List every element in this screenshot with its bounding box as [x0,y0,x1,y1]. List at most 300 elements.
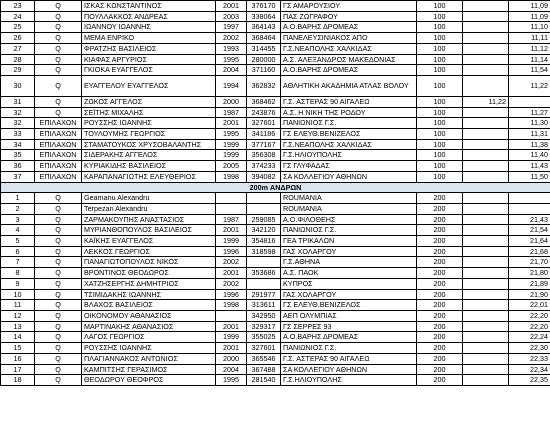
position-cell: 24 [1,11,35,22]
club-cell: Γ.Σ.ΑΘΗΝΑ [281,257,417,268]
qualification-cell: ΕΠΙΛΑΧΩΝ [35,118,82,129]
time-cell [463,43,509,54]
position-cell: 8 [1,268,35,279]
position-cell: 16 [1,353,35,364]
distance-cell: 200 [417,246,463,257]
position-cell: 12 [1,310,35,321]
birth-year-cell [216,310,247,321]
birth-year-cell: 2003 [216,11,247,22]
section-header-group [1,182,550,193]
athlete-name-cell: ΣΤΑΜΑΤΟΥΚΟΣ ΧΡΥΣΟΒΑΛΑΝΤΗΣ [82,139,216,150]
qualification-cell: Q [35,33,82,44]
table-row [1,22,550,33]
table-row [1,193,550,204]
time-cell [463,332,509,343]
time-cell-2: 22,33 [509,353,550,364]
birth-year-cell: 1997 [216,22,247,33]
birth-year-cell: 2001 [216,118,247,129]
time-cell [463,150,509,161]
position-cell: 27 [1,43,35,54]
position-cell: 15 [1,343,35,354]
table-row [1,1,550,12]
birth-year-cell: 1999 [216,332,247,343]
time-cell [463,107,509,118]
club-cell: Γ.Σ. ΑΣΤΕΡΑΣ 90 ΑΙΓΑΛΕΩ [281,353,417,364]
birth-year-cell: 1995 [216,54,247,65]
distance-cell: 100 [417,129,463,140]
table-row [1,289,550,300]
athlete-id-cell: 318598 [247,246,281,257]
time-cell [463,289,509,300]
distance-cell: 200 [417,268,463,279]
distance-cell: 200 [417,236,463,247]
club-cell: ΓΣ ΕΛΕΥΘ.ΒΕΝΙΖΕΛΟΣ [281,300,417,311]
athlete-name-cell: ΡΟΥΣΣΗΣ ΙΩΑΝΝΗΣ [82,343,216,354]
athlete-id-cell: 291977 [247,289,281,300]
time-cell [463,300,509,311]
athlete-id-cell: 364143 [247,22,281,33]
time-cell-2: 22,35 [509,375,550,386]
athlete-name-cell: ΜΥΡΙΑΝΘΟΠΟΥΛΟΣ ΒΑΣΙΛΕΙΟΣ [82,225,216,236]
time-cell-2: 11,43 [509,161,550,172]
distance-cell: 200 [417,289,463,300]
club-cell: Α.Σ. ΑΛΕΞΑΝΔΡΟΣ ΜΑΚΕΔΟΝΙΑΣ [281,54,417,65]
time-cell-2: 11,22 [509,75,550,96]
club-cell: ΑΘΛΗΤΙΚΗ ΑΚΑΔΗΜΙΑ ΑΤΛΑΣ ΒΟΛΟΥ [281,75,417,96]
time-cell [463,1,509,12]
athlete-name-cell: ΒΡΟΝΤΙΝΟΣ ΘΕΟΔΩΡΟΣ [82,268,216,279]
birth-year-cell: 1998 [216,300,247,311]
distance-cell: 200 [417,353,463,364]
time-cell-2: 11,09 [509,1,550,12]
athlete-name-cell: ΖΩΚΟΣ ΑΓΓΕΛΟΣ [82,96,216,107]
birth-year-cell: 1995 [216,375,247,386]
athlete-name-cell: ΛΕΚΚΟΣ ΓΕΩΡΓΙΟΣ [82,246,216,257]
distance-cell: 100 [417,43,463,54]
section-title: 200m ΑΝΔΡΩΝ [1,182,550,193]
club-cell: Γ.Σ.ΝΕΑΠΟΛΗΣ ΧΑΛΚΙΔΑΣ [281,43,417,54]
time-cell-2: 11,27 [509,107,550,118]
club-cell: ΚΥΠΡΟΣ [281,278,417,289]
athlete-name-cell: ΡΟΥΣΣΗΣ ΙΩΑΝΝΗΣ [82,118,216,129]
position-cell: 1 [1,193,35,204]
club-cell: ΓΣ ΣΕΡΡΕΣ 93 [281,321,417,332]
athlete-name-cell: ΠΑΝΑΓΙΩΤΟΠΟΥΛΟΣ ΝΙΚΟΣ [82,257,216,268]
position-cell: 30 [1,75,35,96]
distance-cell: 200 [417,225,463,236]
distance-cell: 100 [417,22,463,33]
time-cell-2: 11,10 [509,22,550,33]
athlete-name-cell: ΚΙΑΦΑΣ ΑΡΓΥΡΙΟΣ [82,54,216,65]
birth-year-cell: 2005 [216,161,247,172]
qualification-cell: Q [35,96,82,107]
athlete-id-cell: 367488 [247,364,281,375]
athlete-id-cell: 356308 [247,150,281,161]
athlete-name-cell: ΣΕΪΤΗΣ ΜΙΧΑΛΗΣ [82,107,216,118]
athlete-name-cell: ΧΑΤΖΗΣΕΡΓΗΣ ΔΗΜΗΤΡΙΟΣ [82,278,216,289]
time-cell-2: 21,90 [509,289,550,300]
results-row-30 [1,75,550,96]
club-cell: ΣΑ ΚΟΛΛΕΓΙΟΥ ΑΘΗΝΩΝ [281,364,417,375]
position-cell: 23 [1,1,35,12]
distance-cell: 200 [417,257,463,268]
position-cell: 3 [1,214,35,225]
position-cell: 13 [1,321,35,332]
time-cell-2 [509,96,550,107]
table-row [1,268,550,279]
distance-cell: 100 [417,54,463,65]
club-cell: ΓΣ ΓΛΥΦΑΔΑΣ [281,161,417,172]
time-cell-2: 22,01 [509,300,550,311]
athlete-id-cell: 329317 [247,321,281,332]
qualification-cell: Q [35,214,82,225]
results-200m-rows [1,193,550,386]
birth-year-cell: 1996 [216,289,247,300]
time-cell-2: 11,30 [509,118,550,129]
time-cell-2: 21,68 [509,246,550,257]
table-row [1,236,550,247]
qualification-cell: ΕΠΙΛΑΧΩΝ [35,171,82,182]
time-cell: 11,22 [463,96,509,107]
athlete-id-cell: 338064 [247,11,281,22]
time-cell-2: 22,30 [509,343,550,354]
table-row [1,65,550,76]
athlete-name-cell: ΠΛΑΓΙΑΝΝΑΚΟΣ ΑΝΤΩΝΙΟΣ [82,353,216,364]
club-cell: ΠΑΝΕΛΕΥΣΙΝΙΑΚΟΣ ΑΠΟ [281,33,417,44]
athlete-id-cell: 354816 [247,236,281,247]
time-cell-2: 11,31 [509,129,550,140]
position-cell: 5 [1,236,35,247]
position-cell: 9 [1,278,35,289]
qualification-cell: Q [35,1,82,12]
athlete-name-cell: ΜΑΡΤΙΝΑΚΗΣ ΑΘΑΝΑΣΙΟΣ [82,321,216,332]
qualification-cell: Q [35,310,82,321]
time-cell [463,236,509,247]
birth-year-cell: 1994 [216,75,247,96]
time-cell [463,353,509,364]
athlete-id-cell: 368464 [247,33,281,44]
time-cell-2: 11,12 [509,43,550,54]
position-cell: 32 [1,118,35,129]
position-cell: 14 [1,332,35,343]
birth-year-cell: 2001 [216,321,247,332]
birth-year-cell [216,193,247,204]
distance-cell: 100 [417,1,463,12]
club-cell: ROUMANIA [281,193,417,204]
club-cell: ΓΑΣ ΧΟΛΑΡΓΟΥ [281,246,417,257]
table-row [1,300,550,311]
time-cell [463,118,509,129]
athlete-name-cell: ΖΑΡΜΑΚΟΥΠΗΣ ΑΝΑΣΤΑΣΙΟΣ [82,214,216,225]
distance-cell: 100 [417,11,463,22]
qualification-cell: Q [35,246,82,257]
distance-cell: 200 [417,214,463,225]
qualification-cell: ΕΠΙΛΑΧΩΝ [35,161,82,172]
position-cell: 17 [1,364,35,375]
club-cell: Α.Ο.ΒΑΡΗΣ ΔΡΟΜΕΑΣ [281,65,417,76]
qualification-cell: Q [35,300,82,311]
table-row [1,96,550,107]
position-cell: 2 [1,203,35,214]
distance-cell: 200 [417,343,463,354]
table-row [1,278,550,289]
athlete-id-cell [247,278,281,289]
athlete-id-cell: 341186 [247,129,281,140]
qualification-cell: Q [35,236,82,247]
qualification-cell: Q [35,257,82,268]
time-cell-2: 21,89 [509,278,550,289]
qualification-cell: Q [35,343,82,354]
distance-cell: 200 [417,364,463,375]
athlete-id-cell: 280000 [247,54,281,65]
athlete-id-cell: 259085 [247,214,281,225]
position-cell: 37 [1,171,35,182]
athlete-id-cell: 365546 [247,353,281,364]
athlete-id-cell [247,203,281,214]
table-row [1,332,550,343]
table-row [1,203,550,214]
qualification-cell: Q [35,353,82,364]
time-cell-2: 22,24 [509,332,550,343]
time-cell [463,11,509,22]
time-cell [463,65,509,76]
club-cell: ΓΑΣ ΧΟΛΑΡΓΟΥ [281,289,417,300]
position-cell: 18 [1,375,35,386]
birth-year-cell: 2001 [216,1,247,12]
table-row [1,118,550,129]
position-cell: 29 [1,65,35,76]
time-cell [463,364,509,375]
athlete-id-cell: 368462 [247,96,281,107]
table-row [1,54,550,65]
time-cell-2: 22,20 [509,321,550,332]
time-cell-2: 21,54 [509,225,550,236]
qualification-cell: Q [35,364,82,375]
club-cell: Α.Ο.ΒΑΡΗΣ ΔΡΟΜΕΑΣ [281,332,417,343]
qualification-cell: Q [35,107,82,118]
distance-cell: 200 [417,300,463,311]
time-cell [463,139,509,150]
qualification-cell: ΕΠΙΛΑΧΩΝ [35,139,82,150]
birth-year-cell: 1999 [216,236,247,247]
time-cell [463,321,509,332]
table-row [1,43,550,54]
time-cell-2: 11,09 [509,11,550,22]
position-cell: 25 [1,22,35,33]
athlete-name-cell: ΚΑΜΠΙΤΣΗΣ ΓΕΡΑΣΙΜΟΣ [82,364,216,375]
birth-year-cell: 1996 [216,246,247,257]
distance-cell: 200 [417,203,463,214]
club-cell: Α.Σ. Η ΝΙΚΗ ΤΗΣ ΡΟΔΟΥ [281,107,417,118]
club-cell: ΓΣ ΕΛΕΥΘ.ΒΕΝΙΖΕΛΟΣ [281,129,417,140]
athlete-name-cell: ΙΩΑΝΝΟΥ ΙΩΑΝΝΗΣ [82,22,216,33]
time-cell [463,33,509,44]
time-cell [463,257,509,268]
athlete-id-cell: 281540 [247,375,281,386]
athlete-name-cell: ΒΛΑΧΟΣ ΒΑΣΙΛΕΙΟΣ [82,300,216,311]
time-cell-2: 11,54 [509,65,550,76]
distance-cell: 100 [417,65,463,76]
distance-cell: 200 [417,310,463,321]
club-cell: ΣΑ ΚΟΛΛΕΓΙΟΥ ΑΘΗΝΩΝ [281,171,417,182]
table-row [1,353,550,364]
qualification-cell: Q [35,75,82,96]
qualification-cell: Q [35,289,82,300]
athlete-id-cell [247,193,281,204]
table-row [1,129,550,140]
athlete-name-cell: ΠΟΥΛΛΑΚΚΟΣ ΑΝΔΡΕΑΣ [82,11,216,22]
birth-year-cell: 2002 [216,257,247,268]
club-cell: Γ.Σ.ΗΛΙΟΥΠΟΛΗΣ [281,375,417,386]
athlete-id-cell: 342950 [247,310,281,321]
qualification-cell: Q [35,54,82,65]
athlete-name-cell: Geamanu Alexandru [82,193,216,204]
time-cell [463,268,509,279]
athlete-id-cell: 374233 [247,161,281,172]
time-cell [463,75,509,96]
athlete-id-cell: 314455 [247,43,281,54]
time-cell [463,214,509,225]
athlete-name-cell: ΕΥΑΓΓΕΛΟΥ ΕΥΑΓΓΕΛΟΣ [82,75,216,96]
table-row [1,11,550,22]
club-cell: ΑΕΠ ΟΛΥΜΠΙΑΣ [281,310,417,321]
time-cell-2: 21,80 [509,268,550,279]
table-row [1,75,550,96]
athlete-id-cell [247,257,281,268]
distance-cell: 100 [417,161,463,172]
results-100m-rows [1,1,550,76]
table-row [1,364,550,375]
qualification-cell: Q [35,278,82,289]
distance-cell: 100 [417,139,463,150]
athlete-id-cell: 362832 [247,75,281,96]
position-cell: 35 [1,150,35,161]
club-cell: Γ.Σ.ΝΕΑΠΟΛΗΣ ΧΑΛΚΙΔΑΣ [281,139,417,150]
club-cell: Γ.Σ.ΗΛΙΟΥΠΟΛΗΣ [281,150,417,161]
birth-year-cell: 2001 [216,225,247,236]
athlete-id-cell: 355025 [247,332,281,343]
qualification-cell: Q [35,43,82,54]
club-cell: ΠΑΝΙΩΝΙΟΣ Γ.Σ. [281,343,417,354]
athlete-id-cell: 243876 [247,107,281,118]
birth-year-cell: 2004 [216,364,247,375]
position-cell: 34 [1,139,35,150]
athlete-name-cell: ΘΕΟΔΩΡΟΥ ΘΕΟΦΡΟΣ [82,375,216,386]
birth-year-cell: 2001 [216,343,247,354]
athlete-id-cell: 394082 [247,171,281,182]
time-cell [463,225,509,236]
birth-year-cell: 2004 [216,65,247,76]
athlete-id-cell: 342120 [247,225,281,236]
distance-cell: 100 [417,96,463,107]
qualification-cell: ΕΠΙΛΑΧΩΝ [35,129,82,140]
club-cell: ΠΑΝΙΩΝΙΟΣ Γ.Σ. [281,225,417,236]
club-cell: ROUMANIA [281,203,417,214]
time-cell-2: 21,70 [509,257,550,268]
athlete-id-cell: 327601 [247,118,281,129]
club-cell: ΓΕΑ ΤΡΙΚΑΛΩΝ [281,236,417,247]
birth-year-cell: 1987 [216,214,247,225]
time-cell-2 [509,193,550,204]
time-cell-2: 11,11 [509,33,550,44]
table-row [1,343,550,354]
position-cell: 10 [1,289,35,300]
athlete-name-cell: Terpezan Alexandru [82,203,216,214]
athlete-id-cell: 376170 [247,1,281,12]
distance-cell: 100 [417,107,463,118]
position-cell: 36 [1,161,35,172]
distance-cell: 100 [417,33,463,44]
athlete-name-cell: ΟΙΚΟΝΟΜΟΥ ΑΘΑΝΑΣΙΟΣ [82,310,216,321]
qualification-cell: ΕΠΙΛΑΧΩΝ [35,150,82,161]
club-cell: Α.Ο.ΒΑΡΗΣ ΔΡΟΜΕΑΣ [281,22,417,33]
club-cell: Γ.Σ. ΑΣΤΕΡΑΣ 90 ΑΙΓΑΛΕΩ [281,96,417,107]
time-cell [463,203,509,214]
time-cell-2: 21,43 [509,214,550,225]
position-cell: 4 [1,225,35,236]
athlete-name-cell: ΦΡΑΤΖΗΣ ΒΑΣΙΛΕΙΟΣ [82,43,216,54]
qualification-cell: Q [35,22,82,33]
athlete-name-cell: ΛΑΓΟΣ ΓΕΩΡΓΙΟΣ [82,332,216,343]
birth-year-cell: 1999 [216,139,247,150]
athlete-id-cell: 313611 [247,300,281,311]
athlete-name-cell: ΣΙΔΕΡΑΚΗΣ ΑΓΓΕΛΟΣ [82,150,216,161]
athlete-name-cell: ΚΥΡΙΑΚΙΔΗΣ ΒΑΣΙΛΕΙΟΣ [82,161,216,172]
results-100m-rows-continued [1,96,550,182]
position-cell: 7 [1,257,35,268]
qualification-cell: Q [35,225,82,236]
time-cell [463,161,509,172]
position-cell: 6 [1,246,35,257]
qualification-cell: Q [35,11,82,22]
distance-cell: 100 [417,171,463,182]
time-cell [463,193,509,204]
athlete-name-cell: ΤΟΥΛΟΥΜΗΣ ΓΕΩΡΓΙΟΣ [82,129,216,140]
position-cell: 28 [1,54,35,65]
qualification-cell: Q [35,193,82,204]
section-header-row [1,182,550,193]
distance-cell: 200 [417,278,463,289]
birth-year-cell: 2000 [216,96,247,107]
time-cell [463,129,509,140]
table-row [1,257,550,268]
time-cell-2: 11,38 [509,139,550,150]
table-row [1,246,550,257]
table-row [1,33,550,44]
birth-year-cell: 1987 [216,107,247,118]
time-cell [463,278,509,289]
distance-cell: 200 [417,375,463,386]
distance-cell: 100 [417,150,463,161]
time-cell-2: 11,50 [509,171,550,182]
time-cell [463,54,509,65]
athlete-name-cell: ΚΑΡΑΠΑΝΑΓΙΩΤΗΣ ΕΛΕΥΘΕΡΙΟΣ [82,171,216,182]
club-cell: ΠΑΝΙΩΝΙΟΣ Γ.Σ. [281,118,417,129]
club-cell: ΠΑΣ ΖΩΓΡΑΦΟΥ [281,11,417,22]
distance-cell: 200 [417,332,463,343]
time-cell-2: 21,64 [509,236,550,247]
birth-year-cell: 1999 [216,150,247,161]
qualification-cell: Q [35,65,82,76]
distance-cell: 100 [417,118,463,129]
table-row [1,321,550,332]
club-cell: Α.Ο.ΦΙΛΟΘΕΗΣ [281,214,417,225]
position-cell: 26 [1,33,35,44]
time-cell [463,310,509,321]
table-row [1,161,550,172]
time-cell [463,375,509,386]
distance-cell: 100 [417,75,463,96]
